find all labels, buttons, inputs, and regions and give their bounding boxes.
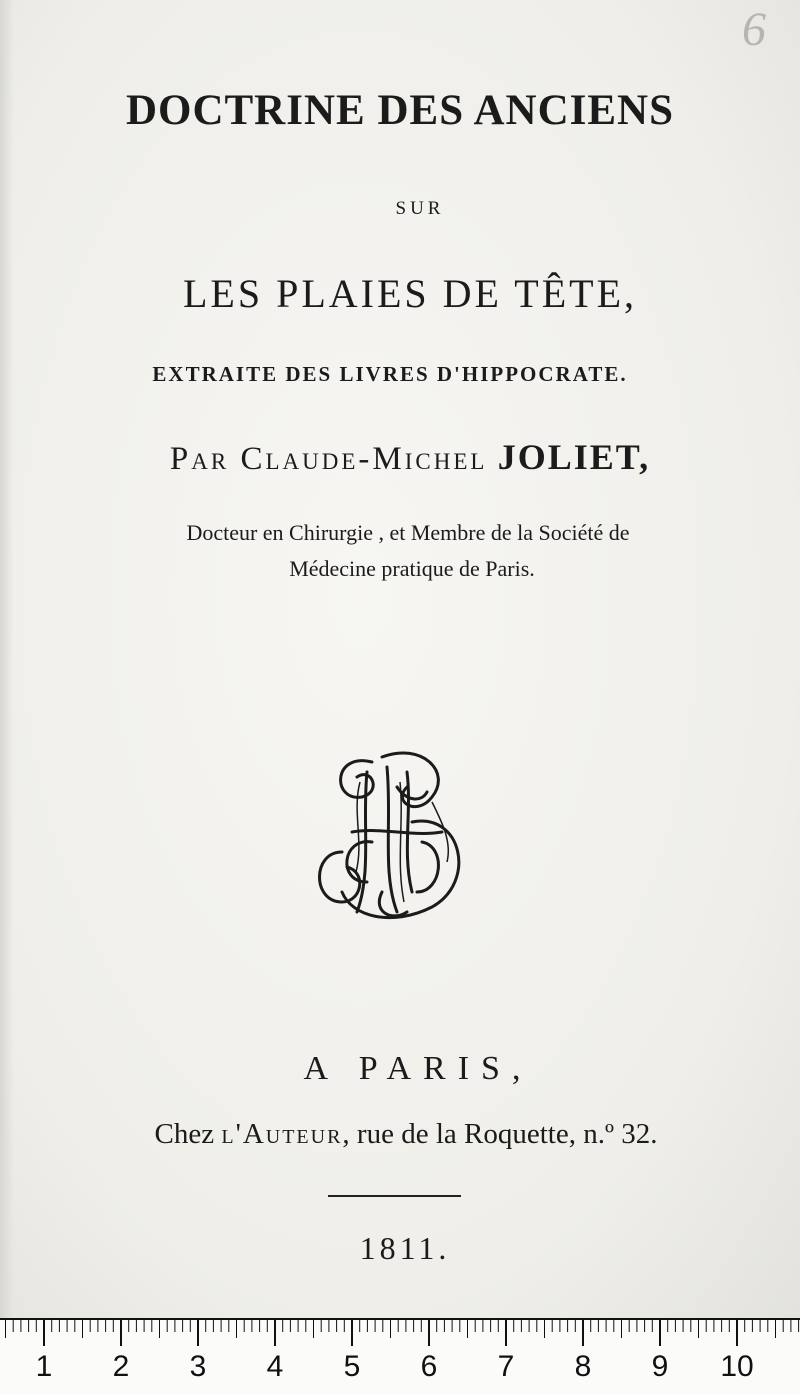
ruler-label: 8 xyxy=(574,1350,592,1383)
ruler-label: 1 xyxy=(35,1350,53,1383)
imprint-city: A PARIS, xyxy=(303,1050,533,1087)
book-title: DOCTRINE DES ANCIENS xyxy=(125,87,675,134)
book-subtitle: LES PLAIES DE TÊTE, xyxy=(182,271,637,316)
ruler-label: 10 xyxy=(720,1350,754,1383)
author-prefix: Par Claude-Michel xyxy=(169,441,488,477)
ruler-label: 5 xyxy=(343,1350,361,1383)
measurement-ruler xyxy=(0,1318,800,1395)
imprint-address: , rue de la Roquette, n.º 32. xyxy=(342,1118,658,1150)
title-connector: SUR xyxy=(395,198,445,219)
publication-year: 1811. xyxy=(359,1230,451,1266)
ruler-label: 6 xyxy=(420,1350,438,1383)
author-surname: JOLIET, xyxy=(497,437,651,477)
imprint-publisher: l'Auteur xyxy=(221,1118,343,1150)
ruler-label: 4 xyxy=(266,1350,284,1383)
imprint-chez: Chez xyxy=(154,1118,215,1150)
author-line xyxy=(10,436,800,478)
monogram-icon xyxy=(312,742,472,922)
ruler-label: 7 xyxy=(497,1350,515,1383)
source-line: EXTRAITE DES LIVRES D'HIPPOCRATE. xyxy=(152,362,628,386)
credentials-line-1: Docteur en Chirurgie , et Membre de la Société de xyxy=(186,520,630,545)
page-number: 6 xyxy=(742,3,766,56)
credentials-line-2: Médecine pratique de Paris. xyxy=(289,556,535,581)
ruler-label: 9 xyxy=(651,1350,669,1383)
ruler-label: 3 xyxy=(189,1350,207,1383)
ruler-label: 2 xyxy=(112,1350,130,1383)
imprint-address-line xyxy=(6,1118,800,1151)
divider-rule xyxy=(328,1195,461,1197)
